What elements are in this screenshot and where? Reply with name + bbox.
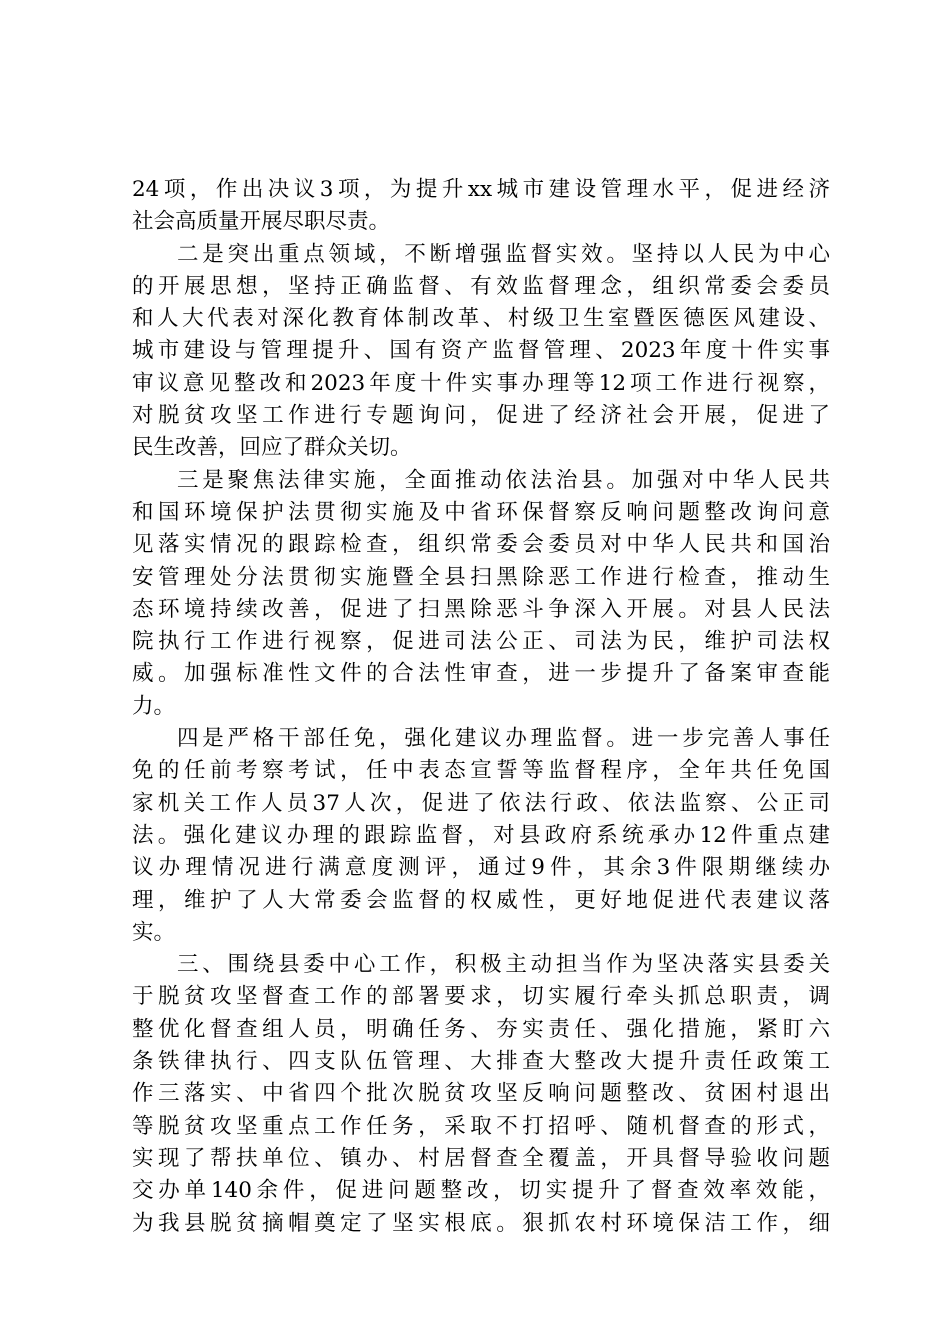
text-line: 条铁律执行、四支队伍管理、大排查大整改大提升责任政策工 (132, 1049, 830, 1075)
text-line: 24项，作出决议3项，为提升xx城市建设管理水平，促进经济 (132, 177, 830, 202)
paragraph-first-line: 三、围绕县委中心工作，积极主动担当作为坚决落实县委关 (177, 952, 830, 978)
text-line: 实现了帮扶单位、镇办、村居督查全覆盖，开具督导验收问题 (132, 1145, 830, 1171)
text-line: 实。 (132, 919, 176, 945)
document-body (132, 174, 830, 1240)
text-line: 和国环境保护法贯彻实施及中省环保督察反响问题整改询问意 (132, 499, 830, 525)
paragraph-first-line: 二是突出重点领域，不断增强监督实效。坚持以人民为中心 (177, 241, 830, 267)
text-line: 的开展思想，坚持正确监督、有效监督理念，组织常委会委员 (132, 273, 830, 299)
text-line: 和人大代表对深化教育体制改革、村级卫生室暨医德医风建设、 (132, 306, 830, 332)
text-line: 审议意见整改和2023年度十件实事办理等12项工作进行视察， (132, 370, 830, 396)
text-line: 理，维护了人大常委会监督的权威性，更好地促进代表建议落 (132, 887, 830, 913)
paragraph-first-line: 三是聚焦法律实施，全面推动依法治县。加强对中华人民共 (177, 467, 830, 493)
text-line: 免的任前考察考试，任中表态宣誓等监督程序，全年共任免国 (132, 758, 830, 784)
text-line: 民生改善，回应了群众关切。 (132, 435, 412, 461)
text-line: 交办单140余件，促进问题整改，切实提升了督查效率效能， (132, 1178, 830, 1204)
text-line: 于脱贫攻坚督查工作的部署要求，切实履行牵头抓总职责，调 (132, 984, 830, 1010)
text-line: 见落实情况的跟踪检查，组织常委会委员对中华人民共和国治 (132, 532, 830, 558)
text-line: 威。加强标准性文件的合法性审查，进一步提升了备案审查能 (132, 661, 830, 687)
text-line: 对脱贫攻坚工作进行专题询问，促进了经济社会开展，促进了 (132, 403, 830, 429)
text-line: 力。 (132, 693, 176, 719)
text-line: 家机关工作人员37人次，促进了依法行政、依法监察、公正司 (132, 790, 830, 816)
text-line: 法。强化建议办理的跟踪监督，对县政府系统承办12件重点建 (132, 822, 830, 848)
paragraph-first-line: 四是严格干部任免，强化建议办理监督。进一步完善人事任 (177, 726, 830, 752)
text-line: 态环境持续改善，促进了扫黑除恶斗争深入开展。对县人民法 (132, 596, 830, 622)
text-line: 议办理情况进行满意度测评，通过9件，其余3件限期继续办 (132, 855, 830, 881)
text-line: 社会高质量开展尽职尽责。 (132, 209, 391, 235)
text-line: 安管理处分法贯彻实施暨全县扫黑除恶工作进行检查，推动生 (132, 564, 830, 590)
text-line: 整优化督查组人员，明确任务、夯实责任、强化措施，紧盯六 (132, 1016, 830, 1042)
text-line: 作三落实、中省四个批次脱贫攻坚反响问题整改、贫困村退出 (132, 1081, 830, 1107)
text-line: 院执行工作进行视察，促进司法公正、司法为民，维护司法权 (132, 629, 830, 655)
text-line: 为我县脱贫摘帽奠定了坚实根底。狠抓农村环境保洁工作，细 (132, 1210, 830, 1236)
text-line: 城市建设与管理提升、国有资产监督管理、2023年度十件实事 (132, 338, 830, 364)
text-line: 等脱贫攻坚重点工作任务，采取不打招呼、随机督查的形式， (132, 1113, 830, 1139)
